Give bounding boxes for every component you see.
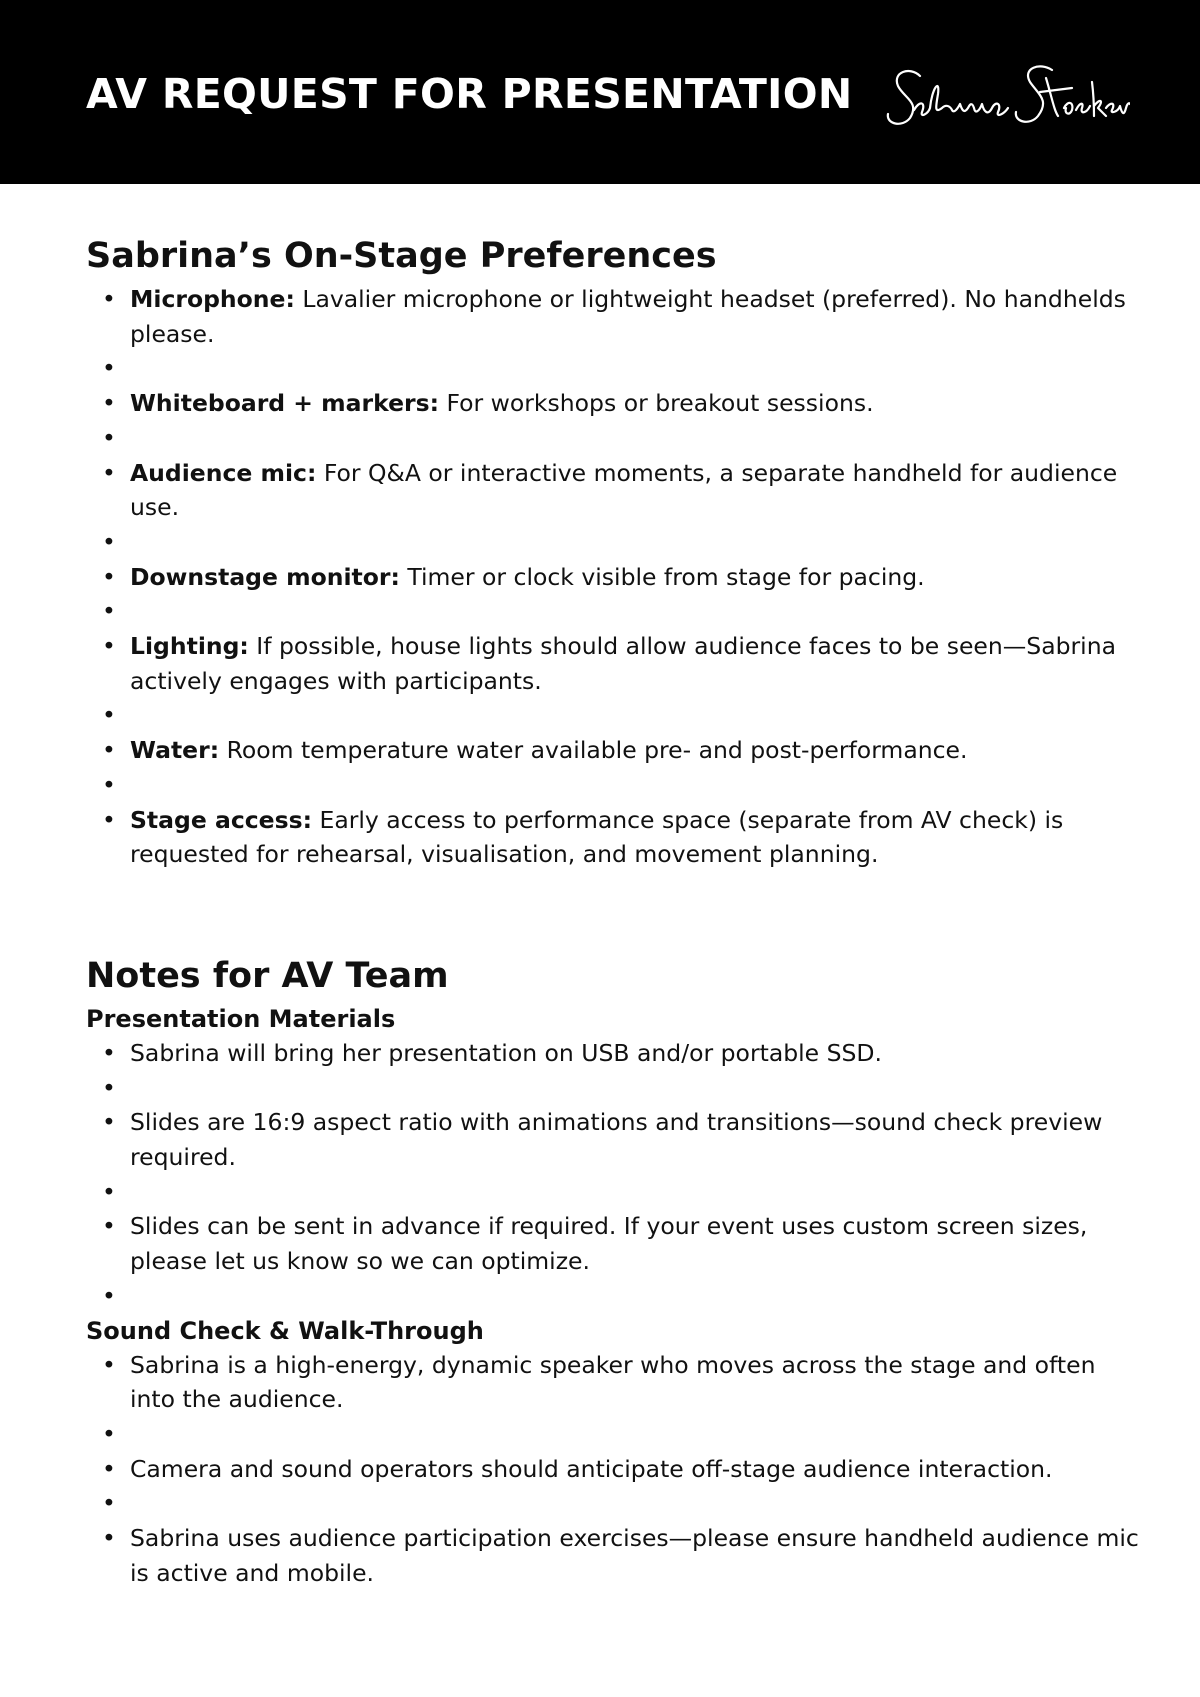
list-item: • Sabrina will bring her presentation on USB and/or portable SSD.	[86, 1036, 1146, 1071]
list-item	[86, 768, 1146, 803]
signature-logo	[880, 58, 1130, 138]
list-item	[86, 351, 1146, 386]
list-item: • Microphone: Lavalier microphone or lightweight headset (preferred). No handhelds please.	[86, 282, 1146, 351]
materials-list	[86, 1036, 1146, 1314]
soundcheck-heading: Sound Check & Walk-Through	[86, 1316, 484, 1345]
notes-title: Notes for AV Team	[86, 955, 449, 996]
list-item: • Lighting: If possible, house lights should allow audience faces to be seen—Sabrina actively engages with participants.	[86, 629, 1146, 698]
list-item	[86, 698, 1146, 733]
document-title: AV REQUEST FOR PRESENTATION	[86, 70, 853, 118]
list-item: • Sabrina uses audience participation exercises—please ensure handheld audience mic is active and mobile.	[86, 1521, 1146, 1590]
preferences-title: Sabrina’s On-Stage Preferences	[86, 236, 717, 276]
list-item: • Sabrina is a high-energy, dynamic speaker who moves across the stage and often into the audience.	[86, 1348, 1146, 1417]
soundcheck-list	[86, 1348, 1146, 1591]
list-item	[86, 525, 1146, 560]
list-item: • Water: Room temperature water available pre- and post-performance.	[86, 733, 1146, 768]
list-item: • Camera and sound operators should anticipate off-stage audience interaction.	[86, 1452, 1146, 1487]
list-item	[86, 1417, 1146, 1452]
materials-heading: Presentation Materials	[86, 1004, 396, 1033]
header-banner	[0, 0, 1200, 184]
document-body	[86, 230, 1146, 1591]
list-item	[86, 1486, 1146, 1521]
list-item	[86, 421, 1146, 456]
list-item: • Downstage monitor: Timer or clock visible from stage for pacing.	[86, 560, 1146, 595]
list-item	[86, 1071, 1146, 1106]
list-item	[86, 1279, 1146, 1314]
list-item: • Audience mic: For Q&A or interactive moments, a separate handheld for audience use.	[86, 456, 1146, 525]
preferences-list	[86, 282, 1146, 872]
list-item	[86, 594, 1146, 629]
list-item	[86, 1175, 1146, 1210]
list-item: • Slides can be sent in advance if required. If your event uses custom screen sizes, please let us know so we can optimize.	[86, 1209, 1146, 1278]
list-item: • Stage access: Early access to performance space (separate from AV check) is requested for rehearsal, visualisation, and movement planning.	[86, 803, 1146, 872]
list-item: • Whiteboard + markers: For workshops or breakout sessions.	[86, 386, 1146, 421]
list-item: • Slides are 16:9 aspect ratio with animations and transitions—sound check preview required.	[86, 1105, 1146, 1174]
